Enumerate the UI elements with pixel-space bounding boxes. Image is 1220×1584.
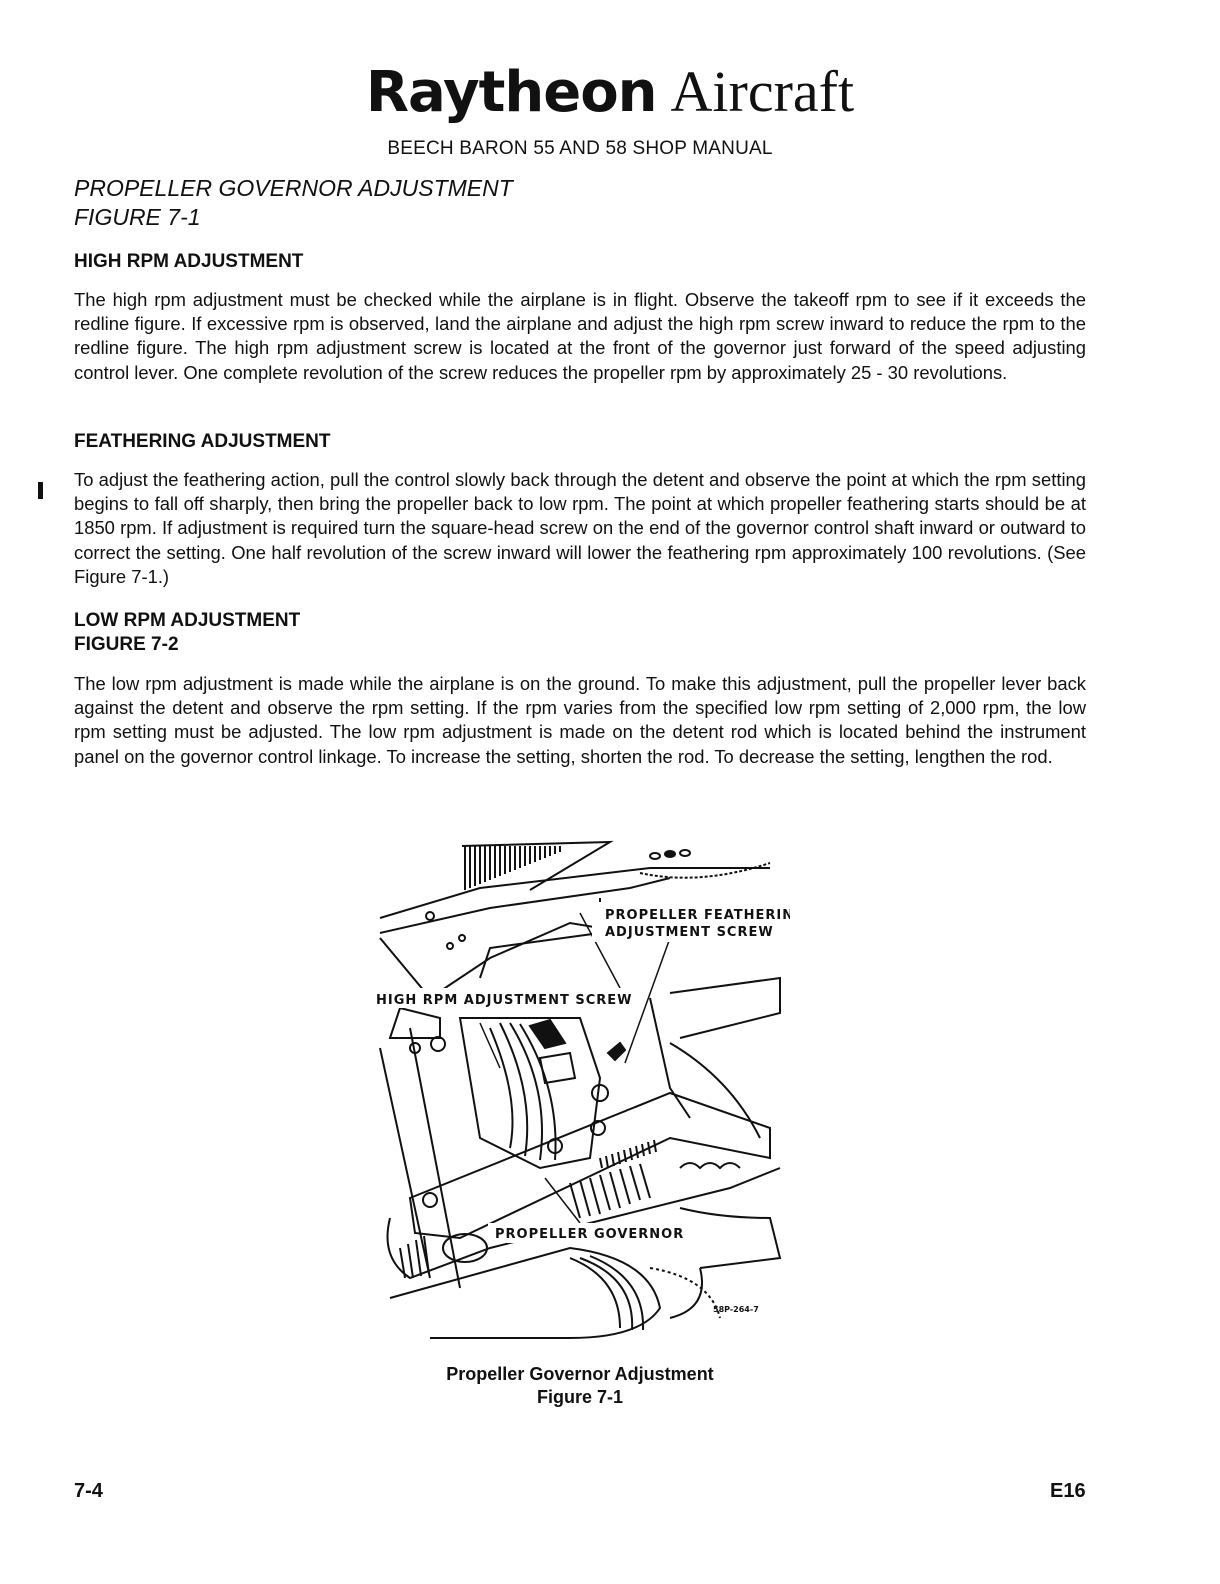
feathering-paragraph: To adjust the feathering action, pull the control slowly back through the detent and observe the point at which the rpm setting begins to fall off sharply, then bring the propeller back to low rpm. The point at which propeller feathering starts should be at 1850 rpm. If adjustment is required turn the square-head screw on the end of the governor control shaft inward or outward to correct the setting. One half revolution of the screw inward will lower the feathering rpm approximately 100 revolutions. (See Figure 7-1.): [74, 469, 1086, 587]
panel-seam: [640, 863, 770, 878]
figure-caption-number: Figure 7-1: [536, 1387, 624, 1407]
control-arm: [410, 1093, 770, 1238]
top-ribs: [462, 842, 610, 890]
manual-subtitle: BEECH BARON 55 AND 58 SHOP MANUAL: [387, 138, 773, 159]
left-bolt: [431, 1037, 445, 1051]
page-code: E16: [1050, 1480, 1086, 1502]
rivet: [459, 935, 465, 941]
rivet: [665, 851, 675, 857]
section-title-line2: FIGURE 7-1: [74, 204, 201, 230]
right-support: [650, 998, 690, 1118]
brand-header: [0, 58, 1220, 125]
right-curve: [670, 1043, 760, 1138]
label-feathering-line2: ADJUSTMENT SCREW: [605, 925, 774, 940]
low-rpm-heading-line1: LOW RPM ADJUSTMENT: [74, 610, 301, 631]
rivet: [680, 850, 690, 856]
section-title-line1: PROPELLER GOVERNOR ADJUSTMENT: [74, 175, 513, 201]
propeller-governor-illustration: [370, 838, 790, 1348]
bracket-outline: [380, 923, 600, 998]
low-rpm-heading-line2: FIGURE 7-2: [74, 634, 179, 655]
label-feathering-line1: PROPELLER FEATHERING: [605, 908, 790, 923]
revision-change-bar: [38, 482, 43, 499]
right-panel: [670, 978, 780, 1038]
page-number: 7-4: [74, 1480, 103, 1502]
low-rpm-heading: [74, 609, 300, 657]
left-clamp: [390, 1008, 440, 1038]
bracket-plate: [480, 898, 600, 978]
section-title: [74, 174, 513, 232]
exhaust-tube: [390, 1248, 720, 1338]
high-rpm-heading: HIGH RPM ADJUSTMENT: [74, 251, 304, 272]
brand-division: Aircraft: [670, 59, 855, 124]
rivet: [650, 853, 660, 859]
rivet: [426, 912, 434, 920]
high-rpm-paragraph: The high rpm adjustment must be checked while the airplane is in flight. Observe the takeoff rpm to see if it exceeds the redline figure. If excessive rpm is observed, land the airplane and adjust the high rpm screw inward to reduce the rpm to the redline figure. The high rpm adjustment screw is located at the front of the governor just forward of the speed adjusting control lever. One complete revolution of the screw reduces the propeller rpm by approximately 25 - 30 revolutions.: [74, 289, 1086, 383]
rivet: [447, 943, 453, 949]
figure-reference-code: 58P-264-7: [713, 1305, 759, 1314]
low-rpm-paragraph: The low rpm adjustment is made while the airplane is on the ground. To make this adjustment, pull the propeller lever back against the detent and observe the rpm setting. If the rpm varies from the specified low rpm setting of 2,000 rpm, the low rpm setting must be adjusted. The low rpm adjustment is made on the detent rod which is located behind the instrument panel on the governor control linkage. To increase the setting, shorten the rod. To decrease the setting, lengthen the rod.: [74, 673, 1086, 767]
figure-caption-title: Propeller Governor Adjustment: [446, 1364, 714, 1384]
brand-name: Raytheon: [365, 60, 657, 125]
feathering-heading: FEATHERING ADJUSTMENT: [74, 431, 331, 452]
label-governor: PROPELLER GOVERNOR: [495, 1227, 685, 1242]
label-high-rpm: HIGH RPM ADJUSTMENT SCREW: [376, 993, 633, 1008]
